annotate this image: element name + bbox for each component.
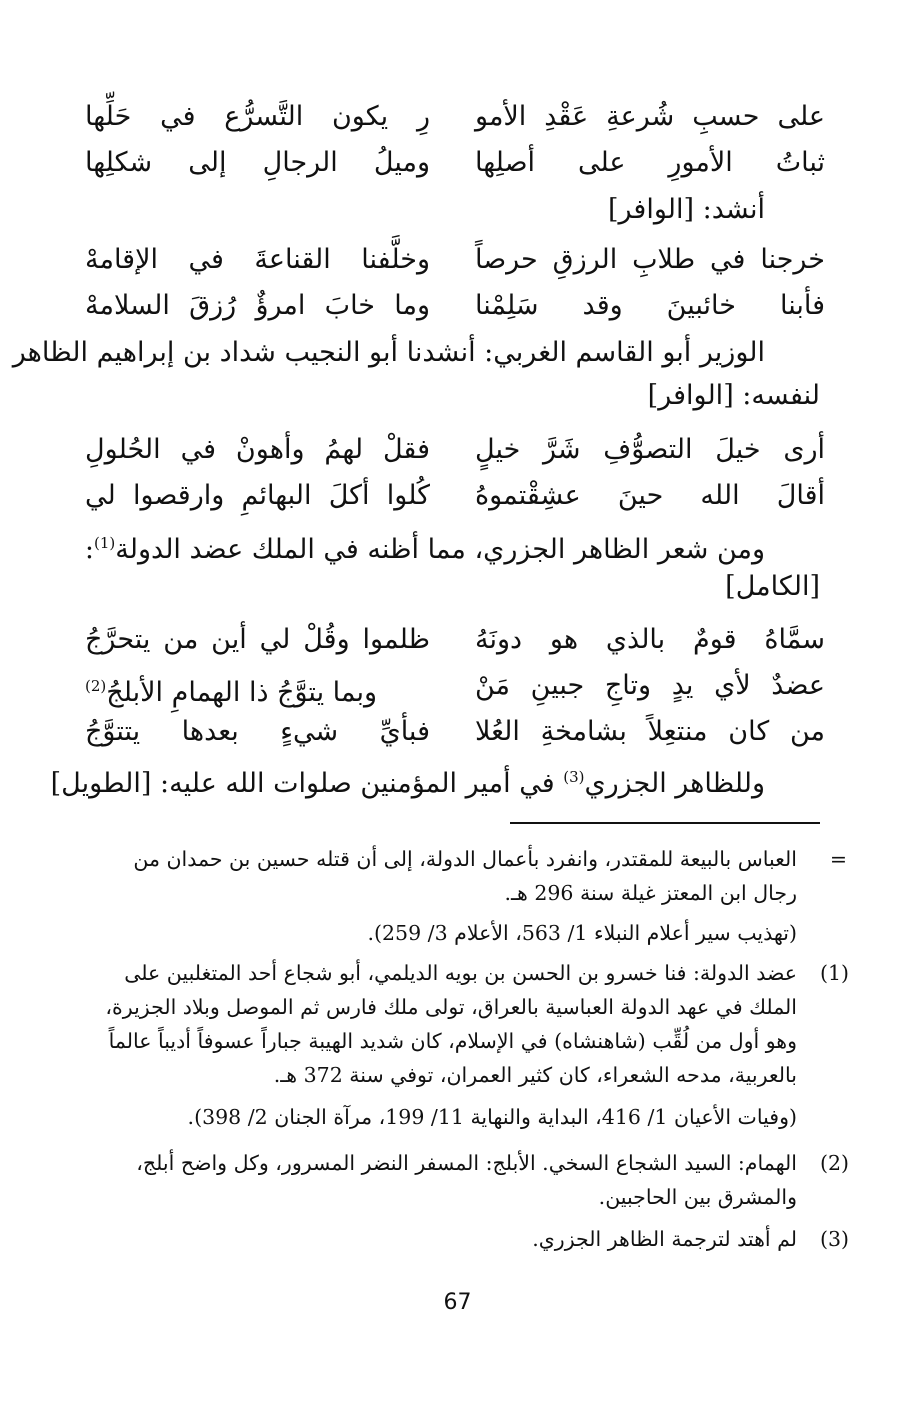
footnote-number: (2) (819, 1151, 849, 1175)
footnote-ref: (1) (94, 534, 116, 552)
poem-introduction: الوزير أبو القاسم الغربي: أنشدنا أبو النجيب شداد بن إبراهيم الظاهر (12, 337, 765, 368)
intro-text: ومن شعر الظاهر الجزري، مما أظنه في الملك عضد الدولة (115, 534, 765, 565)
verse-second-hemistich (85, 666, 430, 713)
verse-line (85, 143, 825, 189)
verse-first-hemistich: خرجنا في طلابِ الرزقِ حرصاً (475, 244, 825, 275)
poem-introduction: أنشد: [الوافر] (607, 194, 765, 225)
footnote-line: عضد الدولة: فنا خسرو بن الحسن بن بويه الديلمي، أبو شجاع أحد المتغلبين على (124, 961, 797, 985)
verse-line (85, 620, 825, 666)
footnote-ref: (2) (85, 677, 107, 695)
verse-line (85, 97, 825, 143)
verse-second-hemistich: رِ يكون التَّسرُّع في حَلِّها (85, 101, 430, 132)
footnote-line: الهمام: السيد الشجاع السخي. الأبلج: المسفر النضر المسرور، وكل واضح أبلج، (136, 1151, 797, 1175)
verse-line (85, 430, 825, 476)
verse-second-hemistich: وما خابَ امرؤٌ رُزقَ السلامهْ (85, 290, 430, 321)
verse-second-hemistich: وميلُ الرجالِ إلى شكلِها (85, 147, 430, 178)
footnote-number: (3) (819, 1227, 849, 1251)
footnote-line: لم أهتد لترجمة الظاهر الجزري. (532, 1227, 797, 1251)
verse-line (85, 666, 825, 712)
verse-first-hemistich: على حسبِ شُرعةِ عَقْدِ الأمو (475, 101, 825, 132)
footnote-separator (510, 822, 820, 824)
verse-second-hemistich: فقلْ لهمُ وأهونْ في الحُلولِ (85, 434, 430, 465)
footnote-line: بالعربية، مدحه الشعراء، كان كثير العمران، توفي سنة 372 هـ. (273, 1063, 797, 1087)
verse-first-hemistich: أرى خيلَ التصوُّفِ شَرَّ خيلٍ (475, 434, 825, 465)
meter-label: [الكامل] (725, 571, 820, 602)
poem-introduction (85, 523, 765, 570)
verse-first-hemistich: سمَّاهُ قومٌ بالذي هو دونَهُ (475, 624, 825, 655)
verse-second-hemistich: ظلموا وقُلْ لي أين من يتحرَّجُ (85, 624, 430, 655)
intro-colon: : (84, 534, 95, 565)
footnote-number: (1) (819, 961, 849, 985)
footnote-ref: (3) (563, 768, 585, 786)
poem-introduction (51, 757, 765, 804)
verse-line (85, 286, 825, 332)
verse-first-hemistich: فأبنا خائبينَ وقد سَلِمْنا (475, 290, 825, 321)
footnote-line: (تهذيب سير أعلام النبلاء 1/ 563، الأعلام 3/ 259). (367, 921, 797, 945)
verse-second-hemistich: وخلَّفنا القناعةَ في الإقامهْ (85, 244, 430, 275)
footnote-line: رجال ابن المعتز غيلة سنة 296 هـ. (504, 881, 797, 905)
verse-line (85, 712, 825, 758)
intro-text: وللظاهر الجزري (584, 768, 765, 799)
verse-first-hemistich: من كان منتعِلاً بشامخةِ العُلا (475, 716, 825, 747)
verse-second-hemistich: كُلوا أكلَ البهائمِ وارقصوا لي (85, 480, 430, 511)
verse-second-hemistich: فبأيِّ شيءٍ بعدها يتتوَّجُ (85, 716, 430, 747)
verse-first-hemistich: أقالَ الله حينَ عشِقْتموهُ (475, 480, 825, 511)
intro-text: في أمير المؤمنين صلوات الله عليه: [الطويل] (50, 768, 555, 799)
verse-line (85, 476, 825, 522)
poem-introduction-continued: لنفسه: [الوافر] (647, 380, 820, 411)
verse-line (85, 240, 825, 286)
footnote-line: والمشرق بين الحاجبين. (598, 1185, 797, 1209)
verse-first-hemistich: ثباتُ الأمورِ على أصلِها (475, 147, 825, 178)
footnote-line: الملك في عهد الدولة العباسية بالعراق، تولى ملك فارس ثم الموصل وبلاد الجزيرة، (105, 995, 797, 1019)
footnote-line: (وفيات الأعيان 1/ 416، البداية والنهاية 11/ 199، مرآة الجنان 2/ 398). (187, 1105, 797, 1129)
verse-first-hemistich: عضدٌ لأي يدٍ وتاجِ جبينِ مَنْ (475, 670, 825, 701)
page-number: 67 (443, 1290, 472, 1315)
footnote-continuation-marker: = (829, 847, 847, 871)
footnote-line: وهو أول من لُقِّب (شاهنشاه) في الإسلام، كان شديد الهيبة جباراً عسوفاً أديباً عالماً (108, 1029, 797, 1053)
footnote-line: العباس بالبيعة للمقتدر، وانفرد بأعمال الدولة، إلى أن قتله حسين بن حمدان من (133, 847, 797, 871)
hemistich-text: وبما يتوَّجُ ذا الهمامِ الأبلجُ (106, 677, 378, 708)
